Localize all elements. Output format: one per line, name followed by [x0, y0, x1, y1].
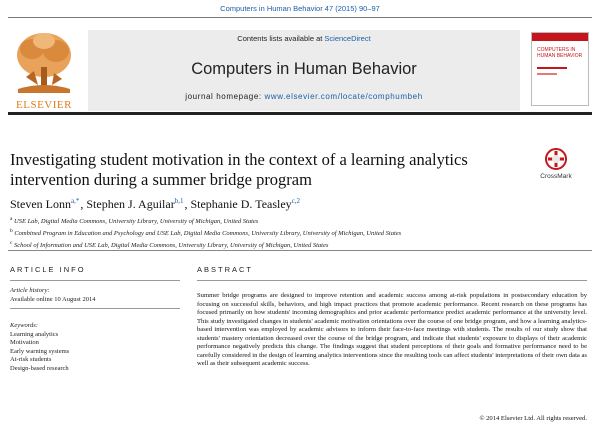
author-separator: ,	[80, 197, 87, 211]
keyword-item: Early warning systems	[10, 347, 70, 355]
contents-line	[88, 34, 520, 43]
copyright-notice: © 2014 Elsevier Ltd. All rights reserved.	[479, 415, 587, 422]
article-history	[10, 287, 180, 304]
journal-homepage-line	[88, 92, 520, 101]
author-affiliation-marker[interactable]: c,2	[291, 197, 301, 205]
elsevier-logo[interactable]	[8, 27, 80, 111]
crossmark-badge[interactable]	[528, 148, 584, 178]
journal-title: Computers in Human Behavior	[191, 60, 417, 78]
journal-citation[interactable]: Computers in Human Behavior 47 (2015) 90–97	[220, 4, 380, 13]
masthead-center	[88, 30, 520, 111]
author-name[interactable]: Stephanie D. Teasley	[190, 197, 292, 211]
affiliation-text: USE Lab, Digital Media Commons, University Library, University of Michigan, United States	[14, 218, 259, 226]
author-list	[10, 197, 301, 212]
keywords-block	[10, 322, 180, 373]
affiliation-key: c	[10, 239, 13, 246]
crossmark-label: CrossMark	[540, 173, 572, 180]
keyword-item: At-risk students	[10, 356, 52, 363]
affiliation-item	[10, 227, 570, 239]
affiliation-key: a	[10, 216, 13, 222]
cover-decoration	[537, 67, 567, 69]
affiliation-list	[10, 215, 570, 250]
elsevier-wordmark: ELSEVIER	[16, 99, 72, 111]
abstract-heading: ABSTRACT	[197, 265, 254, 274]
article-info-heading: ARTICLE INFO	[10, 265, 86, 274]
article-info-divider	[10, 308, 180, 309]
affiliation-item	[10, 215, 570, 227]
sciencedirect-link[interactable]: ScienceDirect	[324, 34, 371, 43]
article-title: Investigating student motivation in the context of a learning analytics intervention during a summer bridge program	[10, 150, 468, 189]
journal-homepage-link[interactable]: www.elsevier.com/locate/comphumbeh	[264, 92, 423, 101]
affiliation-item	[10, 239, 570, 251]
author-name[interactable]: Steven Lonn	[10, 197, 71, 211]
crossmark-icon	[528, 148, 584, 172]
article-history-value: Available online 10 August 2014	[10, 295, 96, 303]
journal-cover-thumbnail[interactable]	[531, 32, 589, 106]
keywords-label: Keywords:	[10, 322, 38, 329]
keyword-item: Design-based research	[10, 364, 69, 372]
journal-masthead	[8, 17, 592, 115]
author-name[interactable]: Stephen J. Aguilar	[86, 197, 175, 211]
affiliation-key: b	[10, 227, 13, 234]
elsevier-tree-icon	[8, 27, 80, 97]
affiliation-text: Combined Program in Education and Psychology and USE Lab, Digital Media Commons, University Library, University of Michigan, United States	[14, 229, 402, 237]
author-affiliation-marker[interactable]: a,*	[71, 197, 80, 205]
article-history-label: Article history:	[10, 287, 50, 294]
cover-header-band	[532, 33, 588, 41]
author-affiliation-marker[interactable]: b,1	[174, 197, 184, 205]
keyword-item: Learning analytics	[10, 330, 59, 338]
keyword-item: Motivation	[10, 339, 39, 346]
author-separator: ,	[184, 197, 191, 211]
section-divider	[8, 250, 592, 251]
abstract-divider	[197, 280, 587, 281]
cover-title: COMPUTERS IN HUMAN BEHAVIOR	[537, 47, 583, 59]
article-info-divider	[10, 280, 180, 281]
homepage-prefix: journal homepage:	[185, 92, 265, 101]
contents-prefix: Contents lists available at	[237, 34, 325, 43]
affiliation-text: School of Information and USE Lab, Digital Media Commons, University Library, University of Michigan, United States	[14, 241, 329, 249]
cover-decoration	[537, 73, 557, 75]
abstract-text: Summer bridge programs are designed to improve retention and academic success among at-risk populations in postsecondary education by focusing on successful skills, behaviors, and high impact practices that promote academic performance. Recent research on these programs has focused primarily on how students' incoming demographics and prior academic performance predict academic performance at the university level. This study investigated changes in students' academic motivation orientations over the course of one bridge program, and how a learning analytics-based intervention was employed by academic advisors to inform their face-to-face meetings with students. The results of our study show that students' mastery orientation decreased over the course of the bridge program, and indicate that students' exposure to displays of their academic performance negatively predicts this change. The findings suggest that student perceptions of their goals and formative performance need to be carefully considered in the design of learning analytics interventions since the resulting tools can affect students' interpretations of their own data as well as their subsequent academic success.	[197, 292, 587, 367]
